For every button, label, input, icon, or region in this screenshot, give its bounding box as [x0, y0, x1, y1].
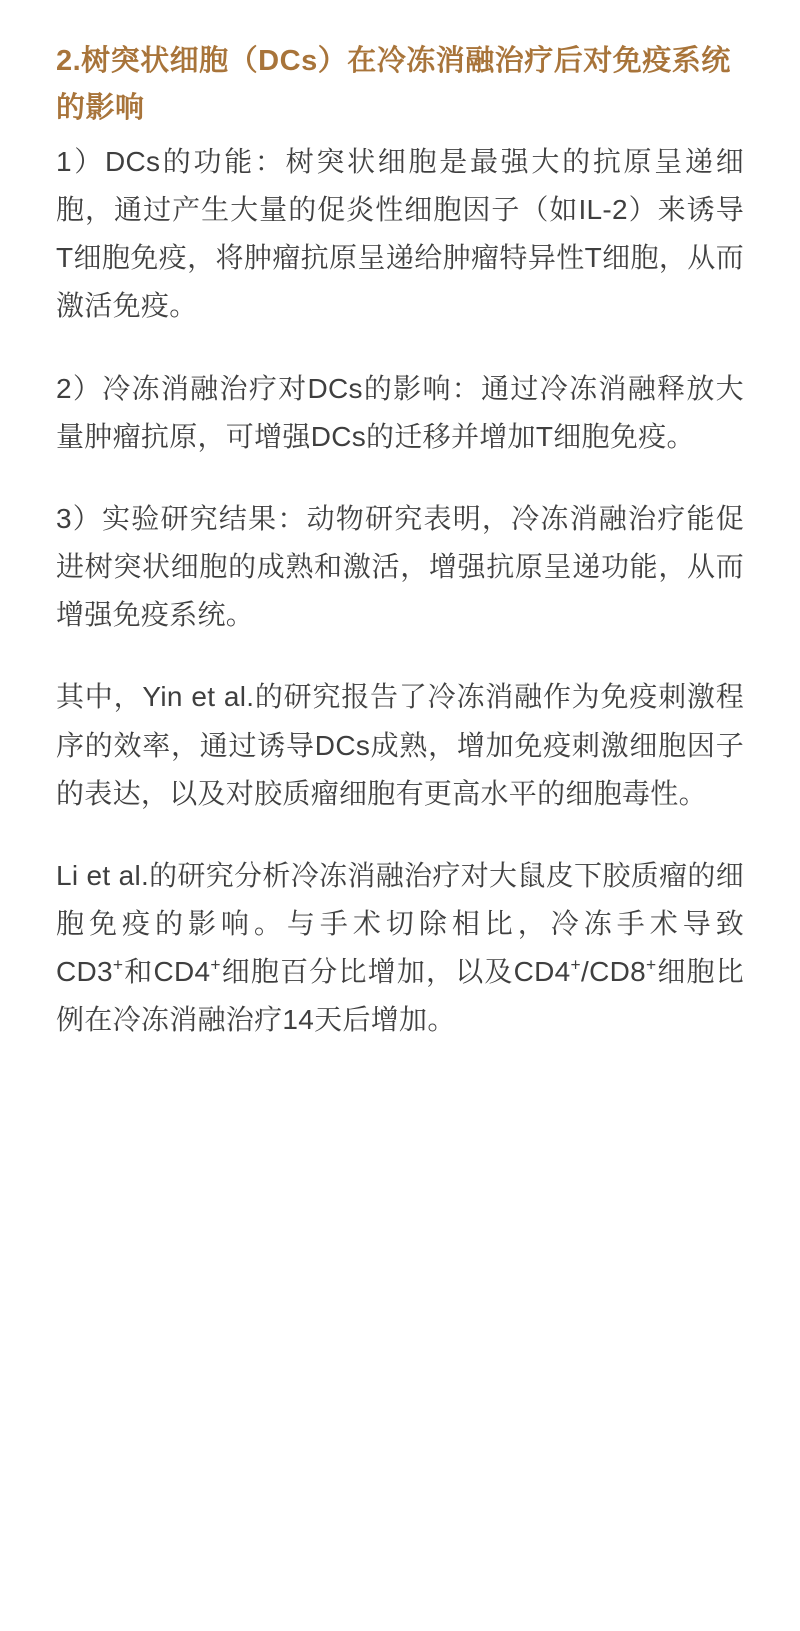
paragraph-experimental-results: 3）实验研究结果：动物研究表明，冷冻消融治疗能促进树突状细胞的成熟和激活，增强抗原呈递功能，从而增强免疫系统。 [56, 502, 744, 631]
paragraph-li-study: Li et al.的研究分析冷冻消融治疗对大鼠皮下胶质瘤的细胞免疫的影响。与手术切除相比，冷冻手术导致CD3+和CD4+细胞百分比增加，以及CD4+/CD8+细胞比例在冷冻消融治疗14天后增加。 [56, 859, 745, 1036]
section-heading: 2.树突状细胞（DCs）在冷冻消融治疗后对免疫系统的影响 [56, 45, 731, 124]
paragraph-cryoablation-effect: 2）冷冻消融治疗对DCs的影响：通过冷冻消融释放大量肿瘤抗原，可增强DCs的迁移并增加T细胞免疫。 [56, 372, 744, 452]
paragraph-dcs-function: 1）DCs的功能：树突状细胞是最强大的抗原呈递细胞，通过产生大量的促炎性细胞因子（如IL-2）来诱导T细胞免疫，将肿瘤抗原呈递给肿瘤特异性T细胞，从而激活免疫。 [56, 145, 744, 322]
paragraph-yin-study: 其中，Yin et al.的研究报告了冷冻消融作为免疫刺激程序的效率，通过诱导DCs成熟，增加免疫刺激细胞因子的表达，以及对胶质瘤细胞有更高水平的细胞毒性。 [56, 681, 744, 809]
